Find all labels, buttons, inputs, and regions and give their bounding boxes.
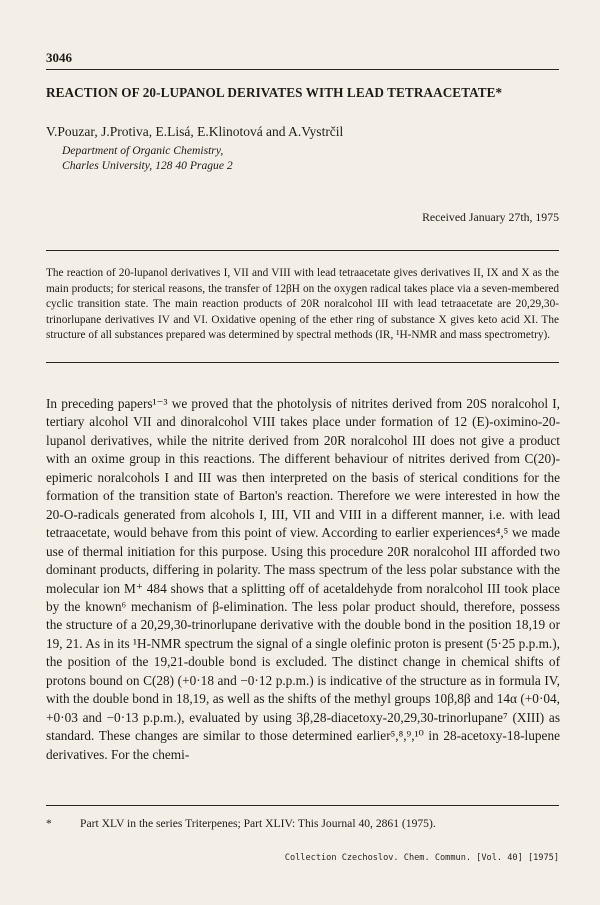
article-title: REACTION OF 20-LUPANOL DERIVATES WITH LEAD TETRAACETATE* <box>46 85 503 100</box>
author-department: Department of Organic Chemistry, <box>62 144 224 157</box>
abstract: The reaction of 20-lupanol derivatives I, VII and VIII with lead tetraacetate gives derivatives II, IX and X as the main products; for sterical reasons, the transfer of 12βH on the oxygen radical takes place via a seven-membered cyclic transition state. The main reaction products of 20R noralcohol III with lead tetraacetate are 20,29,30-trinorlupane derivatives IV and VI. Oxidative opening of the ether ring of substance X gives keto acid XI. The structure of all substances prepared was determined by spectral methods (IR, ¹H-NMR and mass spectrometry). <box>46 267 559 342</box>
author-university: Charles University, 128 40 Prague 2 <box>62 159 233 172</box>
author-list: V.Pouzar, J.Protiva, E.Lisá, E.Klinotová and A.Vystrčil <box>46 124 344 139</box>
header-rule <box>46 69 559 70</box>
page-number: 3046 <box>46 50 72 65</box>
footnote <box>46 817 559 830</box>
received-date: Received January 27th, 1975 <box>422 210 559 224</box>
footnote-mark: * <box>46 817 52 830</box>
footnote-rule <box>46 805 559 806</box>
abstract-top-rule <box>46 250 559 251</box>
footnote-text: Part XLV in the series Triterpenes; Part XLIV: This Journal 40, 2861 (1975). <box>80 817 436 830</box>
abstract-bottom-rule <box>46 362 559 363</box>
journal-citation: Collection Czechoslov. Chem. Commun. [Vol. 40] [1975] <box>284 853 559 863</box>
body-text: In preceding papers¹⁻³ we proved that the photolysis of nitrites derived from 20S noralcohol I, tertiary alcohol VII and dinoralcohol VIII takes place under formation of 12 (E)-oximino-20-lupanol derivatives, while the nitrite derived from 20R noralcohol III does not give a product with an oxime group in this reactions. The different behaviour of nitrites derived from C(20)-epimeric noralcohols I and III was then interpreted on the basis of sterical conditions for the formation of the transition state of Barton's reaction. Therefore we were interested in how the 20-O-radicals generated from alcohols I, III, VII and VIII in a different manner, i.e. with lead tetraacetate, would behave from this point of view. According to earlier experiences⁴,⁵ we made use of thermal initiation for this purpose. Using this procedure 20R noralcohol III afforded two dominant products, differing in polarity. The mass spectrum of the less polar substance with the molecular ion M⁺ 484 shows that a splitting off of acetaldehyde from noralcohol III took place by the known⁶ mechanism of β-elimination. The less polar product should, therefore, possess the structure of a 20,29,30-trinorlupane derivative with the double bond in the position 18,19 or 19, 21. As in its ¹H-NMR spectrum the signal of a single olefinic proton is present (5·25 p.p.m.), the position of the 19,21-double bond is excluded. The distinct change in chemical shifts of protons bound on C(28) (+0·18 and −0·12 p.p.m.) is indicative of the structure as in formula IV, with the double bond in 18,19, as well as the shifts of the methyl groups 10β,8β and 14α (+0·04, +0·03 and −0·13 p.p.m.), evaluated by using 3β,28-diacetoxy-20,29,30-trinorlupane⁷ (XIII) as standard. These changes are similar to those determined earlier⁵,⁸,⁹,¹⁰ in 28-acetoxy-18-lupene derivatives. For the chemi- <box>46 396 560 762</box>
